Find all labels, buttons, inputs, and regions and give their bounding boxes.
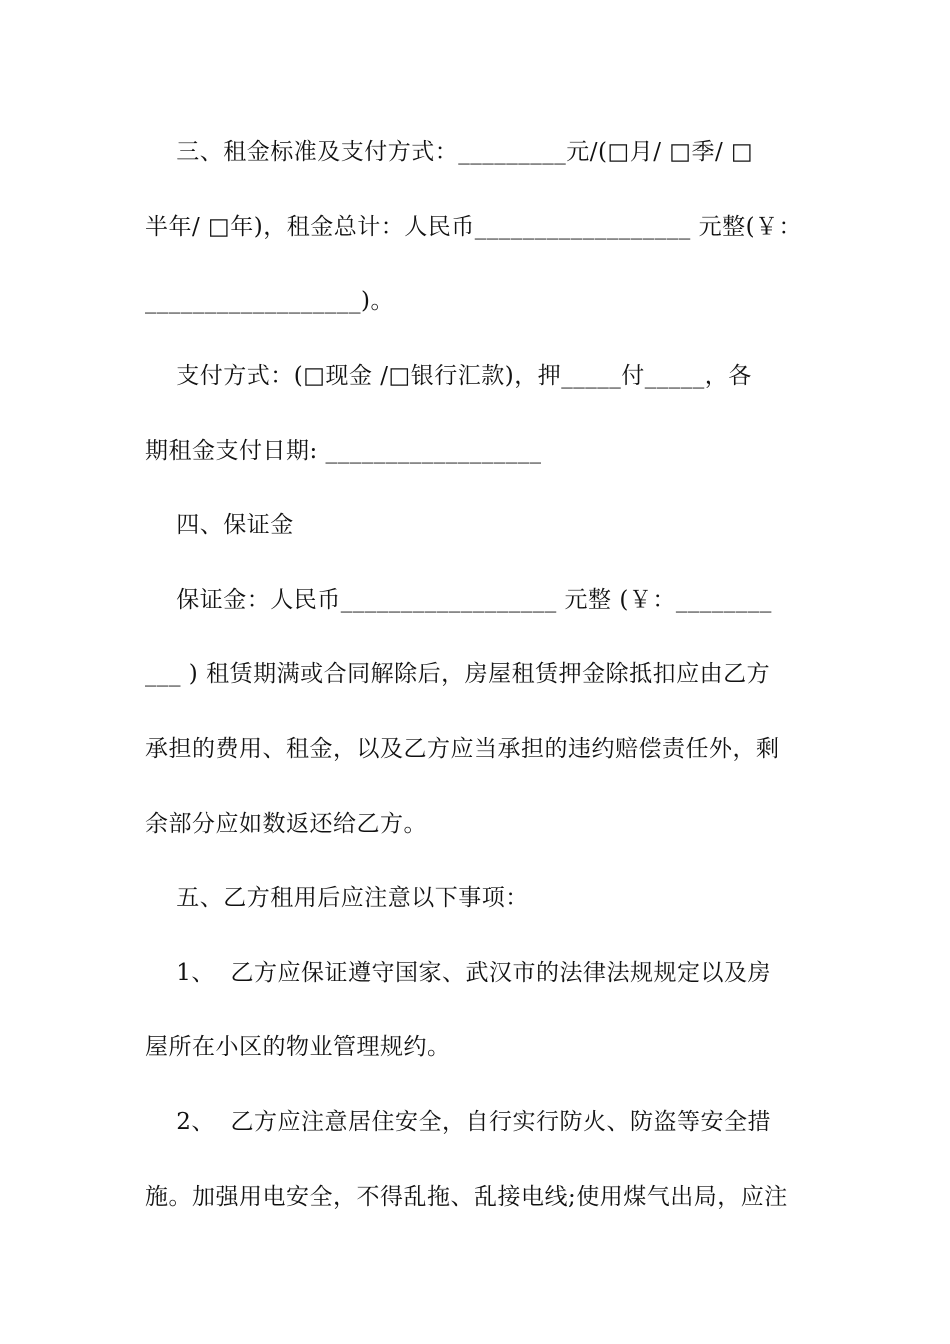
text-line-item-2-cont: 施。加强用电安全，不得乱拖、乱接电线;使用煤气出局，应注 <box>145 1184 788 1210</box>
text-line-deposit-amount: 保证金：人民币__________________ 元整 (￥：________ <box>145 587 772 613</box>
text-line-deposit-deduction: 承担的费用、租金，以及乙方应当承担的违约赔偿责任外，剩 <box>145 736 780 762</box>
text-line-deposit-return: 余部分应如数返还给乙方。 <box>145 811 427 837</box>
text-line-item-1-cont: 屋所在小区的物业管理规约。 <box>145 1034 451 1060</box>
text-line-rent-standard: 三、租金标准及支付方式：_________元/(□月/ □季/ □ <box>145 139 754 165</box>
text-line-rent-total: 半年/ □年)，租金总计：人民币__________________ 元整(￥： <box>145 214 803 240</box>
section-heading-tenant-notes: 五、乙方租用后应注意以下事项： <box>145 885 529 911</box>
section-heading-deposit: 四、保证金 <box>145 512 294 538</box>
text-line-item-2: 2、 乙方应注意居住安全，自行实行防火、防盗等安全措 <box>145 1109 771 1135</box>
text-line-payment-method: 支付方式：(□现金 /□银行汇款)，押_____付_____，各 <box>145 363 752 389</box>
text-line-payment-date: 期租金支付日期: __________________ <box>145 438 542 464</box>
text-line-item-1: 1、 乙方应保证遵守国家、武汉市的法律法规规定以及房 <box>145 960 771 986</box>
text-line-rent-total-blank: __________________)。 <box>145 288 394 314</box>
text-line-deposit-refund: ___ ) 租赁期满或合同解除后，房屋租赁押金除抵扣应由乙方 <box>145 661 771 687</box>
